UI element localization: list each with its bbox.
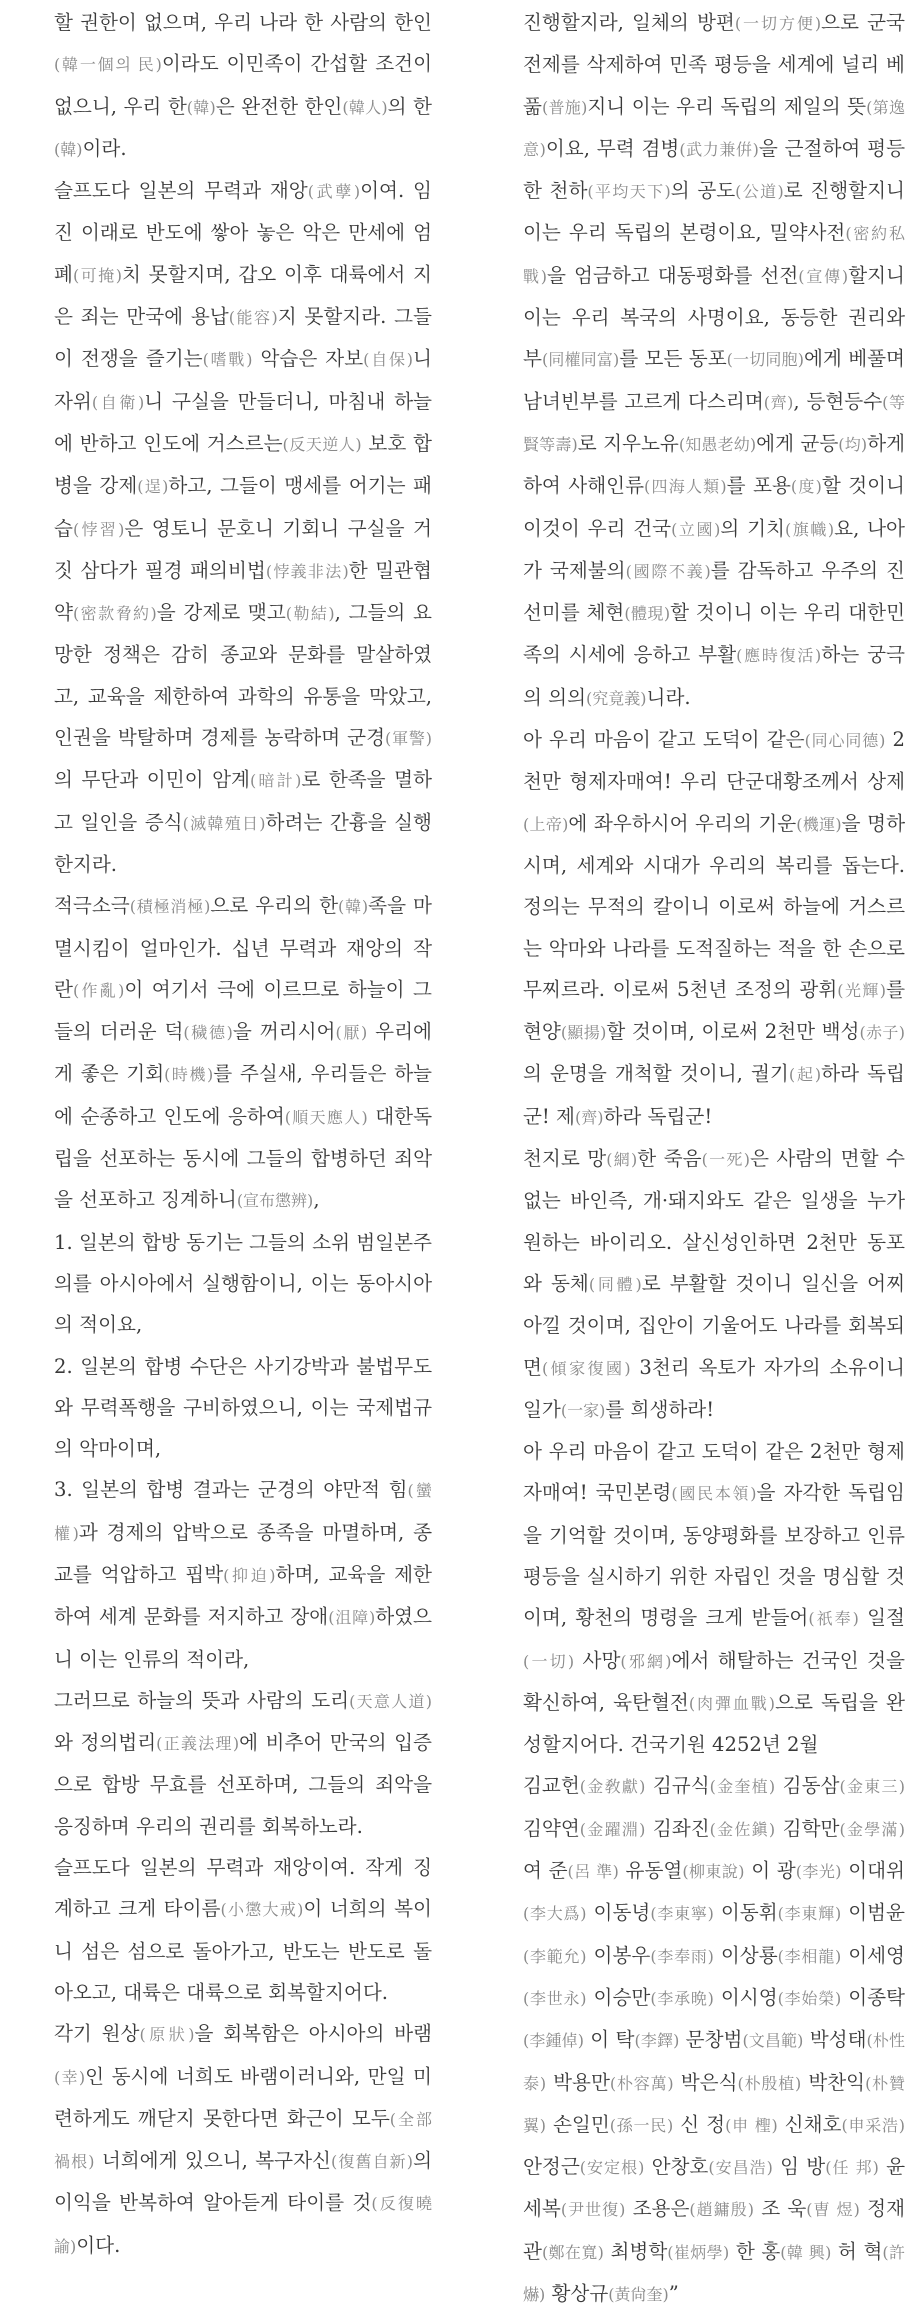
hanja-annotation: (等賢等壽): [523, 392, 905, 454]
hanja-annotation: (宣布懲辨): [236, 1191, 314, 1211]
hanja-annotation: (武孽): [307, 182, 361, 202]
hanja-annotation: (時機): [164, 1065, 214, 1085]
hanja-annotation: (金學滿): [839, 1819, 905, 1839]
hanja-annotation: (黃尙奎): [608, 2285, 669, 2305]
left-paragraph-3: 적극소극(積極消極)으로 우리의 한(韓)족을 마멸시킴이 얼마인가. 십년 무력과 재앙의 작란(作亂)이 여기서 극에 이르므로 하늘이 그들의 더러운 덕(穢德)을 꺼리시어(厭) 우리에게 좋은 기회(時機)를 주실새, 우리들은 하늘에 순종하고 인도에 응하여(順天應人) 대한독립을 선포하는 동시에 그들의 합병하던 죄악을 선포하고 징계하니(宣布懲辨),: [54, 894, 433, 1212]
hanja-annotation: (旗幟): [784, 519, 835, 539]
hanja-annotation: (孫一民): [609, 2115, 674, 2135]
hanja-annotation: (穢德): [183, 1023, 233, 1043]
hanja-annotation: (金佐鎭): [709, 1819, 776, 1839]
hanja-annotation: (肉彈血戰): [688, 1693, 776, 1713]
hanja-annotation: (嗜戰): [202, 350, 253, 370]
hanja-annotation: (李東輝): [777, 1904, 842, 1924]
hanja-annotation: (反復曉諭): [54, 2194, 432, 2256]
hanja-annotation: (李鐸): [634, 2031, 680, 2051]
left-list-item-2: 2. 일본의 합병 수단은 사기강박과 불법무도와 무력폭행을 구비하였으니, 이는 국제법규의 악마이며,: [54, 1354, 432, 1461]
hanja-annotation: (韓一個의 民): [54, 55, 162, 75]
hanja-annotation: (順天應人): [284, 1107, 368, 1127]
hanja-annotation: (文昌範): [742, 2031, 804, 2051]
hanja-annotation: (金奎植): [709, 1777, 776, 1797]
left-list-item-1: 1. 일본의 합방 동기는 그들의 소위 범일본주의를 아시아에서 실행함이니, 이는 동아시아의 적이요,: [54, 1230, 432, 1337]
hanja-annotation: (起): [788, 1065, 822, 1085]
hanja-annotation: (李東寧): [650, 1904, 714, 1924]
left-paragraph-9: 각기 원상(原狀)을 회복함은 아시아의 바램(幸)인 동시에 너희도 바램이러니와, 만일 미련하게도 깨닫지 못한다면 화근이 모두(全部禍根) 너희에게 있으니, 복구자신(復舊自新)의 이익을 반복하여 알아듣게 타이를 것(反復曉諭)이다.: [54, 2022, 432, 2257]
hanja-annotation: (平均天下): [587, 182, 671, 202]
hanja-annotation: (金敎獻): [579, 1777, 646, 1797]
hanja-annotation: (逞): [137, 477, 169, 497]
hanja-annotation: (李相龍): [777, 1946, 842, 1966]
hanja-annotation: (崔炳學): [667, 2242, 730, 2262]
hanja-annotation: (安昌浩): [708, 2158, 773, 2178]
hanja-annotation: (網): [606, 1150, 638, 1170]
hanja-annotation: (作亂): [72, 980, 125, 1000]
hanja-annotation: (赤子): [859, 1023, 905, 1043]
hanja-annotation: (四海人類): [644, 477, 727, 497]
hanja-annotation: (一家): [560, 1400, 606, 1420]
hanja-annotation: (朴性泰): [523, 2031, 905, 2093]
signatories-list: 김교헌(金敎獻) 김규식(金奎植) 김동삼(金東三) 김약연(金躍淵) 김좌진(金佐鎭) 김학만(金學滿) 여 준(呂 準) 유동열(柳東說) 이 광(李光) 이대위(李大爲) 이동녕(李東寧) 이동휘(李東輝) 이범윤(李範允) 이봉우(李奉雨) 이상룡(李相龍) 이세영(李世永) 이승만(李承晩) 이시영(李始榮) 이종탁(李鍾倬) 이 탁(李鐸) 문창범(文昌範) 박성태(朴性泰) 박용만(朴容萬) 박은식(朴殷植) 박찬익(朴贊翼) 손일민(孫一民) 신 정(申 檉) 신채호(申采浩) 안정근(安定根) 안창호(安昌浩) 임 방(任 邦) 윤세복(尹世復) 조용은(趙鏞殷) 조 욱(曺 煜) 정재관(鄭在寬) 최병학(崔炳學) 한 홍(韓 興) 허 혁(許 爀) 황상규(黃尙奎)”: [523, 1774, 906, 2306]
hanja-annotation: (密約私戰): [523, 224, 905, 286]
hanja-annotation: (申采浩): [841, 2115, 905, 2135]
hanja-annotation: (上帝): [523, 814, 569, 834]
hanja-annotation: (呂 準): [567, 1862, 619, 1882]
hanja-annotation: (幸): [54, 2067, 86, 2087]
hanja-annotation: (朴贊翼): [523, 2073, 906, 2135]
hanja-annotation: (齊): [763, 392, 794, 412]
hanja-annotation: (反天逆人): [282, 434, 362, 454]
hanja-annotation: (柳東說): [682, 1862, 745, 1882]
hanja-annotation: (傾家復國): [541, 1358, 631, 1378]
hanja-annotation: (曺 煜): [806, 2200, 860, 2220]
hanja-annotation: (安定根): [579, 2158, 645, 2178]
hanja-annotation: (同體): [588, 1274, 642, 1294]
hanja-annotation: (同權同富): [541, 350, 620, 370]
hanja-annotation: (一切): [523, 1651, 575, 1671]
hanja-annotation: (顯揚): [560, 1023, 607, 1043]
hanja-annotation: (申 檉): [725, 2115, 778, 2135]
hanja-annotation: (韓): [338, 897, 369, 917]
hanja-annotation: (李世永): [523, 1988, 587, 2008]
hanja-annotation: (國民本領): [671, 1484, 757, 1504]
left-paragraph-1: 할 권한이 없으며, 우리 나라 한 사람의 한인(韓一個의 民)이라도 이민족이 간섭할 조건이 없으니, 우리 한(韓)은 완전한 한인(韓人)의 한(韓)이라.: [54, 11, 432, 160]
hanja-annotation: (一切方便): [734, 14, 822, 33]
right-paragraph-4: 아 우리 마음이 같고 도덕이 같은 2천만 형제자매여! 국민본령(國民本領)을 자각한 독립임을 기억할 것이며, 동양평화를 보장하고 인류평등을 실시하기 위한 자립인 것을 명심할 것이며, 황천의 명령을 크게 받들어(祇奉) 일절(一切) 사망(邪網)에서 해탈하는 건국인 것을 확신하여, 육탄혈전(肉彈血戰)으로 독립을 완성할지어다. 건국기원 4252년 2월: [523, 1440, 905, 1757]
hanja-annotation: (祇奉): [808, 1609, 859, 1629]
hanja-annotation: (任 邦): [825, 2158, 879, 2178]
hanja-annotation: (暗計): [249, 771, 302, 791]
hanja-annotation: (許 爀): [523, 2242, 905, 2305]
hanja-annotation: (蠻權): [54, 1481, 432, 1543]
hanja-annotation: (沮障): [328, 1608, 376, 1628]
hanja-annotation: (韓): [186, 97, 216, 117]
hanja-annotation: (李始榮): [777, 1988, 842, 2008]
hanja-annotation: (全部禍根): [54, 2109, 432, 2172]
hanja-annotation: (正義法理): [156, 1734, 240, 1754]
hanja-annotation: (金東三): [839, 1777, 905, 1797]
hanja-annotation: (普施): [541, 97, 588, 117]
hanja-annotation: (自保): [363, 350, 414, 370]
hanja-annotation: (同心同德): [804, 731, 886, 751]
hanja-annotation: (小懲大戒): [220, 1900, 304, 1920]
hanja-annotation: (究竟義): [586, 688, 647, 708]
right-paragraph-1: 진행할지라, 일체의 방편(一切方便)으로 군국전제를 삭제하여 민족 평등을 세계에 널리 베풂(普施)지니 이는 우리 독립의 제일의 뜻(第逸意)이요, 무력 겸병(武力兼倂)을 근절하여 평등한 천하(平均天下)의 공도(公道)로 진행할지니 이는 우리 독립의 본령이요, 밀약사전(密約私戰)을 엄금하고 대동평화를 선전(宣傳)할지니 이는 우리 복국의 사명이요, 동등한 권리와 부(同權同富)를 모든 동포(一切同胞)에게 베풀며 남녀빈부를 고르게 다스리며(齊), 등현등수(等賢等壽)로 지우노유(知愚老幼)에게 균등(均)하게 하여 사해인류(四海人類)를 포용(度)할 것이니 이것이 우리 건국(立國)의 기치(旗幟)요, 나아가 국제불의(國際不義)를 감독하고 우주의 진선미를 체현(體現)할 것이니 이는 우리 대한민족의 시세에 응하고 부활(應時復活)하는 궁극의 의의(究竟義)니라.: [523, 11, 905, 709]
hanja-annotation: (滅韓殖日): [182, 813, 266, 833]
hanja-annotation: (李光): [795, 1862, 842, 1882]
hanja-annotation: (韓人): [342, 97, 388, 117]
hanja-annotation: (李鍾倬): [523, 2031, 584, 2051]
left-paragraph-2: 슬프도다 일본의 무력과 재앙(武孽)이여. 임진 이래로 반도에 쌓아 놓은 악은 만세에 엄폐(可掩)치 못할지며, 갑오 이후 대륙에서 지은 죄는 만국에 용납(能容)지 못할지라. 그들이 전쟁을 즐기는(嗜戰) 악습은 자보(自保)니 자위(自衛)니 구실을 만들더니, 마침내 하늘에 반하고 인도에 거스르는(反天逆人) 보호 합병을 강제(逞)하고, 그들이 맹세를 어기는 패습(悖習)은 영토니 문호니 기회니 구실을 거짓 삼다가 필경 패의비법(悖義非法)한 밀관협약(密款脅約)을 강제로 맺고(勒結), 그들의 요망한 정책은 감히 종교와 문화를 말살하였고, 교육을 제한하여 과학의 유통을 막았고, 인권을 박탈하며 경제를 농락하며 군경(軍警)의 무단과 이민이 암계(暗計)로 한족을 멸하고 일인을 증식(滅韓殖日)하려는 간흉을 실행한지라.: [54, 179, 432, 876]
right-paragraph-3: 천지로 망(網)한 죽음(一死)은 사람의 면할 수 없는 바인즉, 개·돼지와도 같은 일생을 누가 원하는 바이리오. 살신성인하면 2천만 동포와 동체(同體)로 부활할 것이니 일신을 어찌 아낄 것이며, 집안이 기울어도 나라를 회복되면(傾家復國) 3천리 옥토가 자가의 소유이니 일가(一家)를 희생하라!: [523, 1147, 905, 1421]
hanja-annotation: (軍警): [385, 729, 432, 749]
hanja-annotation: (原狀): [139, 2025, 195, 2045]
hanja-annotation: (抑迫): [223, 1565, 276, 1585]
hanja-annotation: (尹世復): [560, 2200, 626, 2220]
hanja-annotation: (悖習): [72, 519, 125, 539]
hanja-annotation: (朴殷植): [737, 2073, 802, 2093]
hanja-annotation: (公道): [735, 182, 784, 202]
hanja-annotation: (金躍淵): [579, 1819, 646, 1839]
hanja-annotation: (立國): [671, 519, 721, 539]
hanja-annotation: (機運): [796, 814, 842, 834]
hanja-annotation: (勒結): [285, 604, 335, 624]
hanja-annotation: (應時復活): [736, 646, 822, 666]
hanja-annotation: (可掩): [72, 265, 122, 285]
hanja-annotation: (邪網): [620, 1651, 672, 1671]
right-paragraph-2: 아 우리 마음이 같고 도덕이 같은(同心同德) 2천만 형제자매여! 우리 단군대황조께서 상제(上帝)에 좌우하시어 우리의 기운(機運)을 명하시며, 세계와 시대가 우리의 복리를 돕는다. 정의는 무적의 칼이니 이로써 하늘에 거스르는 악마와 나라를 도적질하는 적을 한 손으로 무찌르라. 이로써 5천년 조정의 광휘(光輝)를 현양(顯揚)할 것이며, 이로써 2천만 백성(赤子)의 운명을 개척할 것이니, 궐기(起)하라 독립군! 제(齊)하라 독립군!: [523, 728, 905, 1128]
hanja-annotation: (能容): [228, 308, 278, 328]
hanja-annotation: (厭): [335, 1023, 368, 1043]
hanja-annotation: (均): [838, 434, 868, 454]
hanja-annotation: (李範允): [523, 1946, 587, 1966]
hanja-annotation: (國際不義): [625, 561, 711, 581]
left-column: [54, 2, 432, 2267]
left-paragraph-7: 그러므로 하늘의 뜻과 사람의 도리(天意人道)와 정의법리(正義法理)에 비추어 만국의 입증으로 합방 무효를 선포하며, 그들의 죄악을 응징하며 우리의 권리를 회복하노라.: [54, 1688, 432, 1838]
hanja-annotation: (一死): [701, 1150, 750, 1170]
hanja-annotation: (齊): [574, 1107, 604, 1127]
hanja-annotation: (李奉雨): [650, 1946, 714, 1966]
hanja-annotation: (體現): [624, 604, 671, 624]
hanja-annotation: (知愚老幼): [678, 434, 757, 454]
hanja-annotation: (密款脅約): [72, 604, 157, 624]
hanja-annotation: (自衛): [91, 392, 145, 412]
hanja-annotation: (天意人道): [349, 1691, 432, 1711]
hanja-annotation: (積極消極): [129, 897, 211, 917]
hanja-annotation: (李承晩): [650, 1988, 714, 2008]
hanja-annotation: (武力兼倂): [679, 139, 759, 159]
hanja-annotation: (悖義非法): [265, 561, 349, 581]
left-paragraph-8: 슬프도다 일본의 무력과 재앙이여. 작게 징계하고 크게 타이름(小懲大戒)이 너희의 복이니 섬은 섬으로 돌아가고, 반도는 반도로 돌아오고, 대륙은 대륙으로 회복할지어다.: [54, 1856, 432, 2004]
hanja-annotation: (趙鏞殷): [689, 2200, 754, 2220]
hanja-annotation: (朴容萬): [609, 2073, 674, 2093]
hanja-annotation: (復舊自新): [330, 2152, 414, 2172]
left-list-item-3: 3. 일본의 합병 결과는 군경의 야만적 힘(蠻權)과 경제의 압박으로 종족을 마멸하며, 종교를 억압하고 핍박(抑迫)하며, 교육을 제한하여 세계 문화를 저지하고 장애(沮障)하였으니 이는 인류의 적이라,: [54, 1478, 432, 1671]
hanja-annotation: (度): [790, 477, 822, 497]
right-column: [523, 2, 905, 2315]
hanja-annotation: (宣傳): [798, 266, 849, 286]
hanja-annotation: (韓): [54, 139, 83, 159]
hanja-annotation: (第逸意): [523, 97, 905, 159]
hanja-annotation: (韓 興): [780, 2242, 832, 2262]
hanja-annotation: (鄭在寬): [541, 2242, 604, 2262]
hanja-annotation: (一切同胞): [726, 350, 804, 370]
hanja-annotation: (光輝): [837, 980, 887, 1000]
hanja-annotation: (李大爲): [523, 1904, 587, 1924]
